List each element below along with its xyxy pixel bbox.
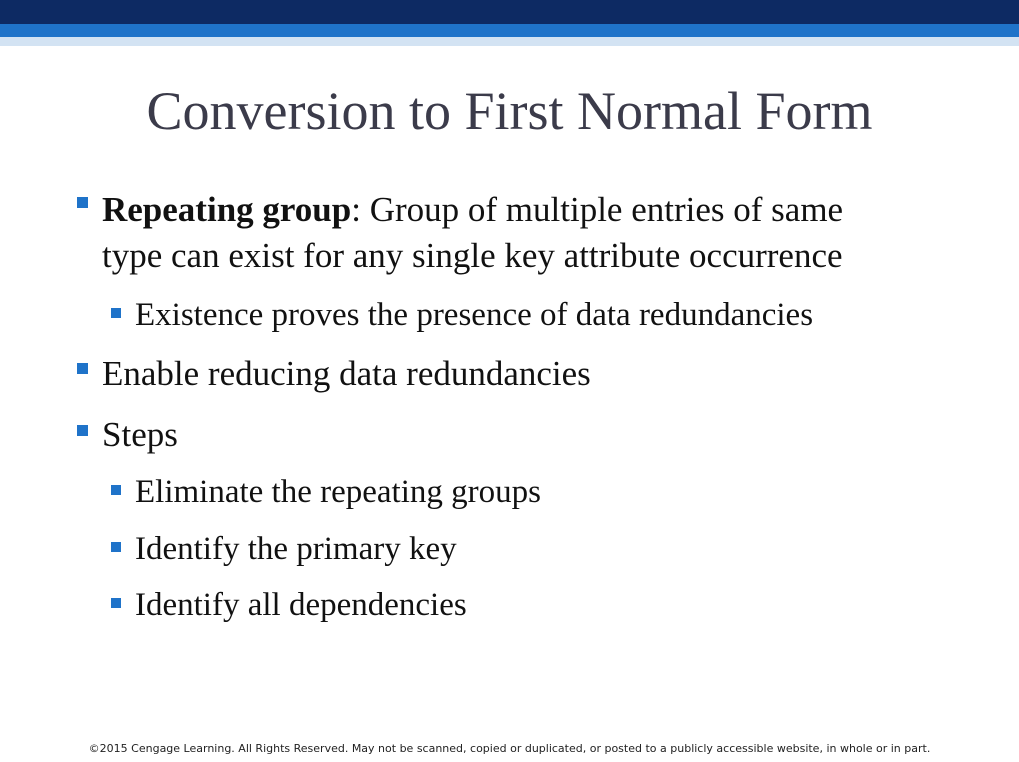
bullet-enable-reducing: Enable reducing data redundancies	[102, 354, 591, 393]
sub-bullet-existence: Existence proves the presence of data redundancies	[135, 297, 814, 333]
sub-bullet-dependencies: Identify all dependencies	[135, 587, 467, 623]
sub-bullet-marker-icon	[111, 598, 121, 608]
bullet-repeating-group-line1	[102, 187, 843, 233]
header-band-dark	[0, 0, 1019, 24]
copyright-footer: ©2015 Cengage Learning. All Rights Reserved. May not be scanned, copied or duplicated, or posted to a publicly accessible website, in whole or in part.	[88, 742, 931, 755]
sub-bullet-eliminate: Eliminate the repeating groups	[135, 474, 541, 510]
header-band-mid	[0, 24, 1019, 37]
header-band-light	[0, 37, 1019, 46]
sub-bullet-marker-icon	[111, 485, 121, 495]
sub-bullet-primary-key: Identify the primary key	[135, 531, 457, 567]
bullet-marker-icon	[77, 197, 88, 208]
bullet-repeating-group-line2: type can exist for any single key attribute occurrence	[102, 236, 843, 275]
bullet-definition: : Group of multiple entries of same	[351, 190, 844, 229]
bullet-steps: Steps	[102, 415, 178, 454]
bullet-marker-icon	[77, 425, 88, 436]
bullet-term: Repeating group	[102, 190, 352, 229]
slide-title: Conversion to First Normal Form	[146, 81, 873, 141]
sub-bullet-marker-icon	[111, 308, 121, 318]
bullet-marker-icon	[77, 363, 88, 374]
sub-bullet-marker-icon	[111, 542, 121, 552]
